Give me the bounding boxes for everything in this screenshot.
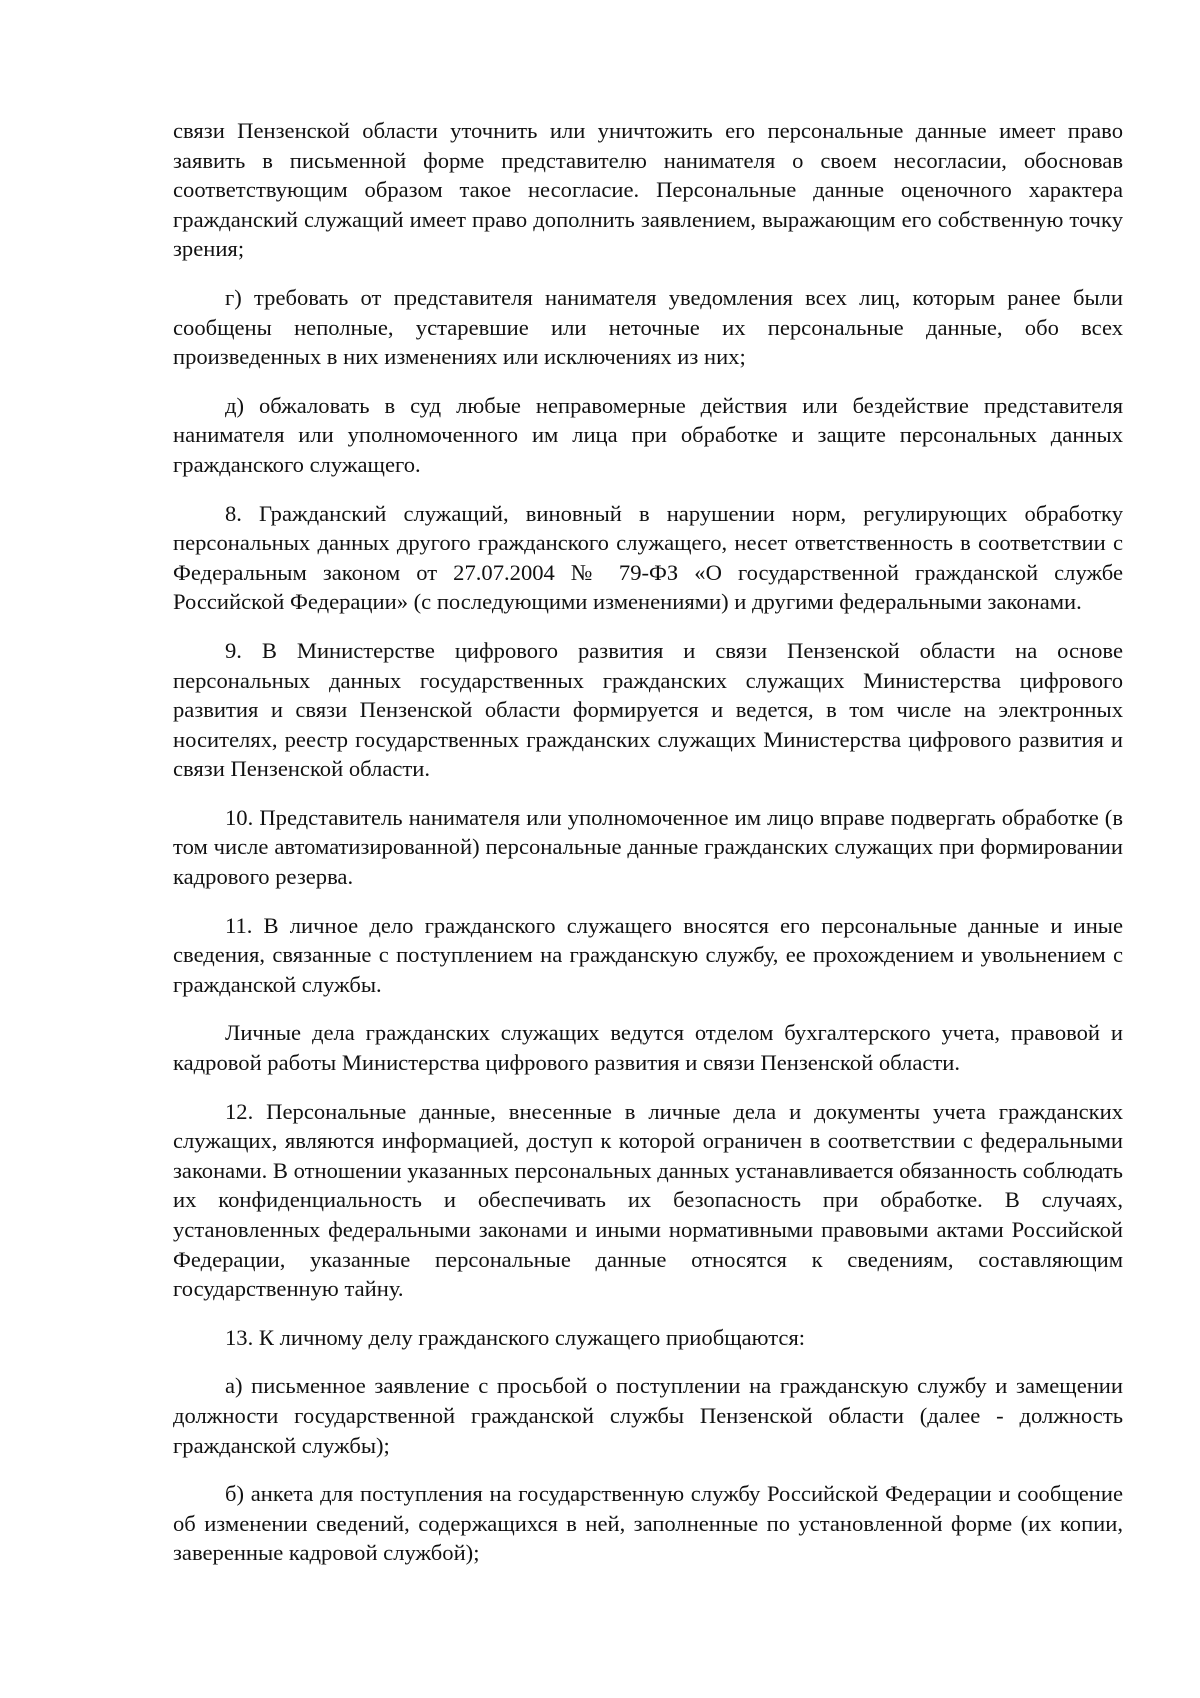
paragraph-clause-11: 11. В личное дело гражданского служащего вносятся его персональные данные и иные сведения, связанные с поступлением на гражданскую службу, ее прохождением и увольнением с гражданской службы. <box>173 912 1123 997</box>
paragraph-item-a: а) письменное заявление с просьбой о поступлении на гражданскую службу и замещении должности государственной гражданской службы Пензенской области (далее - должность гражданской службы); <box>173 1373 1123 1458</box>
paragraph-clause-12: 12. Персональные данные, внесенные в личные дела и документы учета гражданских служащих, являются информацией, доступ к которой ограничен в соответствии с федеральными законами. В отношении указанных персональных данных устанавливается обязанность соблюдать их конфиденциальность и обеспечивать их безопасность при обработке. В случаях, установленных федеральными законами и иными нормативными правовыми актами Российской Федерации, указанные персональные данные относятся к сведениям, составляющим государственную тайну. <box>173 1098 1123 1302</box>
paragraph-continuation: связи Пензенской области уточнить или уничтожить его персональные данные имеет право заявить в письменной форме представителю нанимателя о своем несогласии, обосновав соответствующим образом такое несогласие. Персональные данные оценочного характера гражданский служащий имеет право дополнить заявлением, выражающим его собственную точку зрения; <box>173 118 1123 262</box>
paragraph-clause-13: 13. К личному делу гражданского служащего приобщаются: <box>225 1324 806 1350</box>
paragraph-clause-10: 10. Представитель нанимателя или уполномоченное им лицо вправе подвергать обработке (в том числе автоматизированной) персональные данные гражданских служащих при формировании кадрового резерва. <box>173 804 1123 890</box>
paragraph-item-g: г) требовать от представителя нанимателя уведомления всех лиц, которым ранее были сообщены неполные, устаревшие или неточные их персональные данные, обо всех произведенных в них изменениях или исключениях из них; <box>173 284 1123 370</box>
paragraph-item-b: б) анкета для поступления на государственную службу Российской Федерации и сообщение об изменении сведений, содержащихся в ней, заполненные по установленной форме (их копии, заверенные кадровой службой); <box>173 1481 1123 1566</box>
document-body <box>173 116 1123 1587</box>
paragraph-clause-9: 9. В Министерстве цифрового развития и связи Пензенской области на основе персональных данных государственных гражданских служащих Министерства цифрового развития и связи Пензенской области формируется и ведется, в том числе на электронных носителях, реестр государственных гражданских служащих Министерства цифрового развития и связи Пензенской области. <box>173 637 1123 782</box>
paragraph-personal-files: Личные дела гражданских служащих ведутся отделом бухгалтерского учета, правовой и кадровой работы Министерства цифрового развития и связи Пензенской области. <box>173 1020 1123 1076</box>
paragraph-item-d: д) обжаловать в суд любые неправомерные действия или бездействие представителя нанимателя или уполномоченного им лица при обработке и защите персональных данных гражданского служащего. <box>173 392 1123 477</box>
paragraph-clause-8: 8. Гражданский служащий, виновный в нарушении норм, регулирующих обработку персональных данных другого гражданского служащего, несет ответственность в соответствии с Федеральным законом от 27.07.2004 № 79-ФЗ «О государственной гражданской службе Российской Федерации» (с последующими изменениями) и другими федеральными законами. <box>173 500 1123 615</box>
